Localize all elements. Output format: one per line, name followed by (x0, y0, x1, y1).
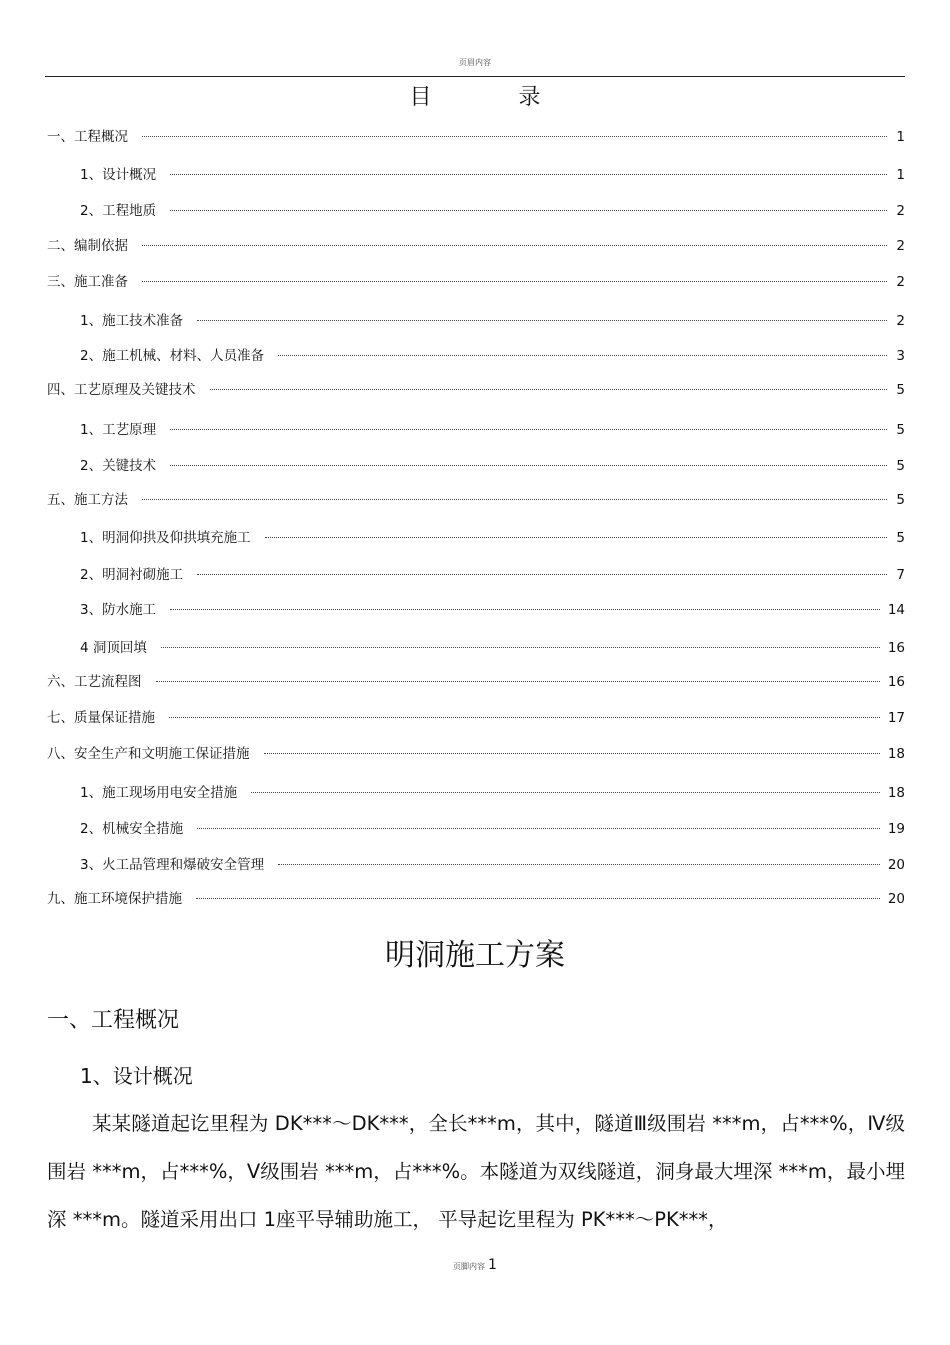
toc-entry-page: 5 (896, 382, 905, 398)
toc-entry-text: 2、机械安全措施 (80, 821, 184, 837)
toc-entry[interactable] (47, 381, 905, 399)
toc-leader-dots (197, 320, 887, 321)
page-header-text: 页眉内容 (459, 58, 491, 67)
toc-leader-dots (170, 210, 887, 211)
toc-leader-dots (142, 136, 887, 137)
toc-entry-text: 1、施工现场用电安全措施 (80, 785, 238, 801)
toc-entry[interactable] (80, 820, 905, 838)
toc-entry-page: 20 (887, 857, 905, 873)
toc-leader-dots (196, 898, 880, 899)
toc-leader-dots (278, 864, 880, 865)
toc-entry-page: 14 (887, 602, 905, 618)
toc-entry-text: 1、施工技术准备 (80, 313, 184, 329)
toc-entry-text: 六、工艺流程图 (47, 674, 142, 690)
toc-leader-dots (142, 499, 887, 500)
toc-entry-text: 七、质量保证措施 (47, 710, 155, 726)
toc-entry[interactable] (80, 856, 905, 874)
document-title: 明洞施工方案 (385, 938, 565, 973)
toc-entry-text: 八、安全生产和文明施工保证措施 (47, 746, 250, 762)
toc-entry-page: 16 (887, 674, 905, 690)
toc-entry[interactable] (47, 745, 905, 763)
toc-entry-text: 2、关键技术 (80, 458, 157, 474)
toc-entry[interactable] (80, 529, 905, 547)
toc-entry-text: 2、施工机械、材料、人员准备 (80, 348, 265, 364)
footer-page-number: 1 (488, 1257, 497, 1273)
toc-leader-dots (264, 753, 880, 754)
toc-entry-page: 19 (887, 821, 905, 837)
toc-entry-page: 2 (896, 203, 905, 219)
toc-entry-text: 3、防水施工 (80, 602, 157, 618)
toc-entry[interactable] (80, 312, 905, 330)
subsection-heading: 1、设计概况 (80, 1064, 193, 1088)
toc-entry[interactable] (80, 601, 905, 619)
toc-entry-page: 1 (896, 129, 905, 145)
toc-leader-dots (265, 537, 887, 538)
toc-entry-text: 二、编制依据 (47, 238, 128, 254)
toc-entry-page: 18 (887, 746, 905, 762)
toc-leader-dots (170, 429, 887, 430)
toc-entry[interactable] (80, 566, 905, 584)
toc-entry[interactable] (80, 347, 905, 365)
toc-entry-page: 2 (896, 274, 905, 290)
toc-entry-text: 五、施工方法 (47, 492, 128, 508)
toc-entry[interactable] (47, 273, 905, 291)
toc-entry-page: 5 (896, 492, 905, 508)
toc-entry-page: 18 (887, 785, 905, 801)
toc-entry[interactable] (80, 457, 905, 475)
toc-leader-dots (156, 681, 880, 682)
toc-entry[interactable] (80, 784, 905, 802)
toc-leader-dots (142, 281, 887, 282)
toc-entry[interactable] (47, 890, 905, 908)
toc-entry-text: 3、火工品管理和爆破安全管理 (80, 857, 265, 873)
toc-entry-text: 四、工艺原理及关键技术 (47, 382, 196, 398)
toc-entry-page: 1 (896, 167, 905, 183)
toc-entry-page: 5 (896, 458, 905, 474)
toc-entry-page: 16 (887, 640, 905, 656)
toc-entry[interactable] (47, 673, 905, 691)
section-heading: 一、工程概况 (47, 1008, 180, 1033)
body-paragraph: 某某隧道起讫里程为 DK***～DK***，全长***m，其中，隧道Ⅲ级围岩 ***m，占***%，Ⅳ级围岩 ***m，占***%，Ⅴ级围岩 ***m，占***%。本隧道为双线隧道，洞身最大埋深 ***m，最小埋深 ***m。隧道采用出口 1座平导辅助施工， 平导起讫里程为 PK***～PK***， (47, 1112, 905, 1231)
toc-leader-dots (197, 574, 887, 575)
toc-entry[interactable] (47, 491, 905, 509)
toc-entry-text: 九、施工环境保护措施 (47, 891, 182, 907)
toc-entry-page: 20 (887, 891, 905, 907)
toc-entry[interactable] (80, 639, 905, 657)
footer-text: 页脚内容 (453, 1262, 486, 1271)
toc-leader-dots (170, 609, 880, 610)
toc-entry-text: 1、设计概况 (80, 167, 157, 183)
toc-leader-dots (170, 174, 887, 175)
toc-entry-text: 4 洞顶回填 (80, 640, 147, 656)
toc-entry[interactable] (47, 709, 905, 727)
toc-leader-dots (197, 828, 880, 829)
toc-entry-text: 1、明洞仰拱及仰拱填充施工 (80, 530, 251, 546)
toc-entry[interactable] (47, 128, 905, 146)
toc-leader-dots (210, 389, 888, 390)
toc-leader-dots (170, 465, 887, 466)
toc-leader-dots (169, 717, 880, 718)
toc-entry-text: 一、工程概况 (47, 129, 128, 145)
toc-leader-dots (278, 355, 887, 356)
toc-entry-page: 2 (896, 313, 905, 329)
toc-entry-page: 5 (896, 422, 905, 438)
toc-entry-text: 2、明洞衬砌施工 (80, 567, 184, 583)
page-footer (0, 1257, 950, 1273)
toc-entry-text: 1、工艺原理 (80, 422, 157, 438)
toc-entry-page: 7 (896, 567, 905, 583)
toc-leader-dots (161, 647, 880, 648)
toc-leader-dots (251, 792, 880, 793)
toc-entry[interactable] (80, 202, 905, 220)
toc-entry-page: 3 (896, 348, 905, 364)
toc-entry[interactable] (47, 237, 905, 255)
header-divider (45, 76, 905, 77)
toc-entry[interactable] (80, 166, 905, 184)
toc-entry-page: 17 (887, 710, 905, 726)
toc-entry-text: 2、工程地质 (80, 203, 157, 219)
toc-leader-dots (142, 245, 887, 246)
toc-entry[interactable] (80, 421, 905, 439)
toc-entry-page: 5 (896, 530, 905, 546)
toc-entry-text: 三、施工准备 (47, 274, 128, 290)
toc-title: 目 录 (409, 85, 581, 110)
toc-entry-page: 2 (896, 238, 905, 254)
